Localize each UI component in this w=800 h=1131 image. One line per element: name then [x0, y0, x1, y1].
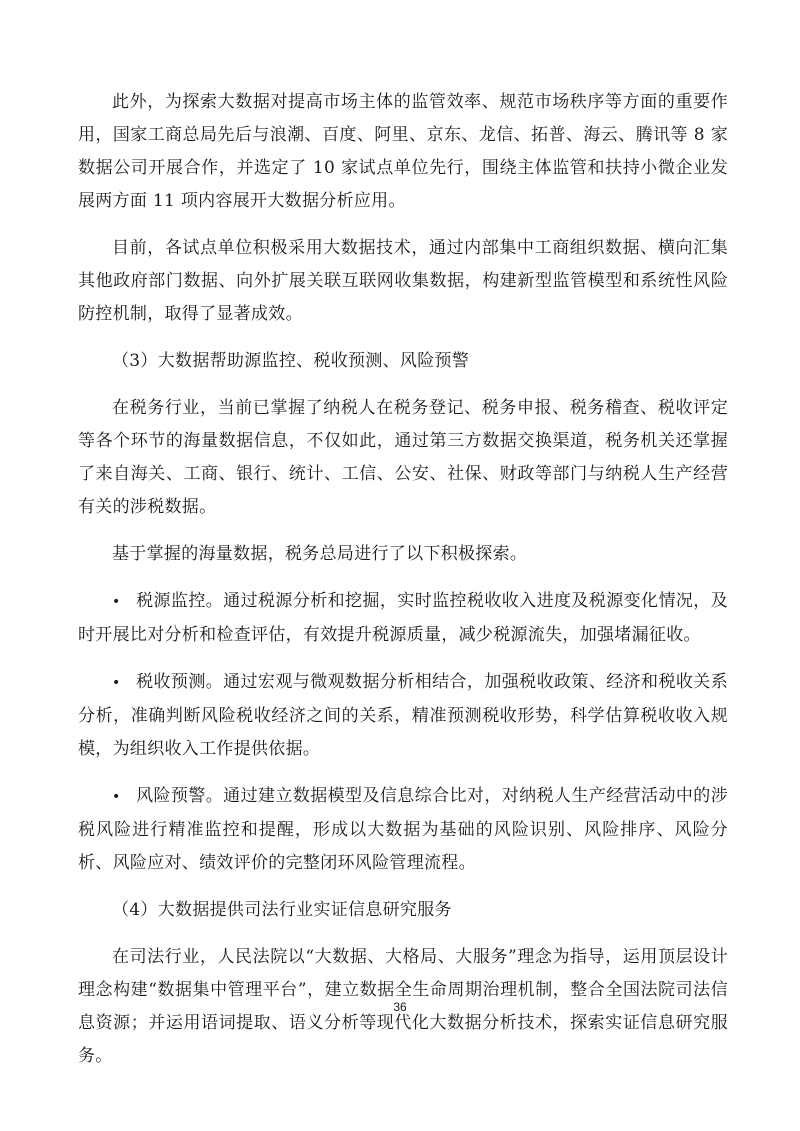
heading-tax-section: （3）大数据帮助源监控、税收预测、风险预警 [112, 351, 470, 371]
paragraph-tax-data: 在税务行业，当前已掌握了纳税人在税务登记、税务申报、税务稽查、税收评定等各个环节的海量数据信息，不仅如此，通过第三方数据交换渠道，税务机关还掌握了来自海关、工商、银行、统计、工信、公安、社保、财政等部门与纳税人生产经营有关的涉税数据。 [78, 398, 728, 517]
paragraph-tax-exploration: 基于掌握的海量数据，税务总局进行了以下积极探索。 [112, 544, 528, 564]
bullet-text: 税收预测。通过宏观与微观数据分析相结合，加强税收政策、经济和税收关系分析，准确判断风险税收经济之间的关系，精准预测税收形势，科学估算税收收入规模，为组织收入工作提供依据。 [78, 672, 728, 759]
bullet-tax-forecast [78, 666, 728, 766]
bullet-icon: • [112, 675, 121, 691]
document-body [78, 86, 728, 1087]
heading-judicial-section: （4）大数据提供司法行业实证信息研究服务 [112, 900, 452, 920]
bullet-tax-source-monitoring [78, 585, 728, 652]
bullet-risk-warning [78, 780, 728, 880]
paragraph-pilot-results: 目前，各试点单位积极采用大数据技术，通过内部集中工商组织数据、横向汇集其他政府部门数据、向外扩展关联互联网收集数据，构建新型监管模型和系统性风险防控机制，取得了显著成效。 [78, 238, 728, 324]
bullet-text: 风险预警。通过建立数据模型及信息综合比对，对纳税人生产经营活动中的涉税风险进行精准监控和提醒，形成以大数据为基础的风险识别、风险排序、风险分析、风险应对、绩效评价的完整闭环风险管理流程。 [78, 786, 728, 873]
page-number: 36 [393, 1000, 407, 1014]
paragraph-industry-cooperation: 此外，为探索大数据对提高市场主体的监管效率、规范市场秩序等方面的重要作用，国家工商总局先后与浪潮、百度、阿里、京东、龙信、拓普、海云、腾讯等 8 家数据公司开展合作，并选定了 10 家试点单位先行，围绕主体监管和扶持小微企业发展两方面 11 项内容展开大数据分析应用。 [78, 92, 728, 211]
bullet-text: 税源监控。通过税源分析和挖掘，实时监控税收收入进度及税源变化情况，及时开展比对分析和检查评估，有效提升税源质量，减少税源流失，加强堵漏征收。 [78, 591, 728, 645]
bullet-icon: • [112, 594, 121, 610]
bullet-icon: • [112, 789, 121, 805]
paragraph-judicial-platform: 在司法行业，人民法院以“大数据、大格局、大服务”理念为指导，运用顶层设计理念构建“数据集中管理平台”，建立数据全生命周期治理机制，整合全国法院司法信息资源；并运用语词提取、语义分析等现代化大数据分析技术，探索实证信息研究服务。 [78, 947, 728, 1066]
